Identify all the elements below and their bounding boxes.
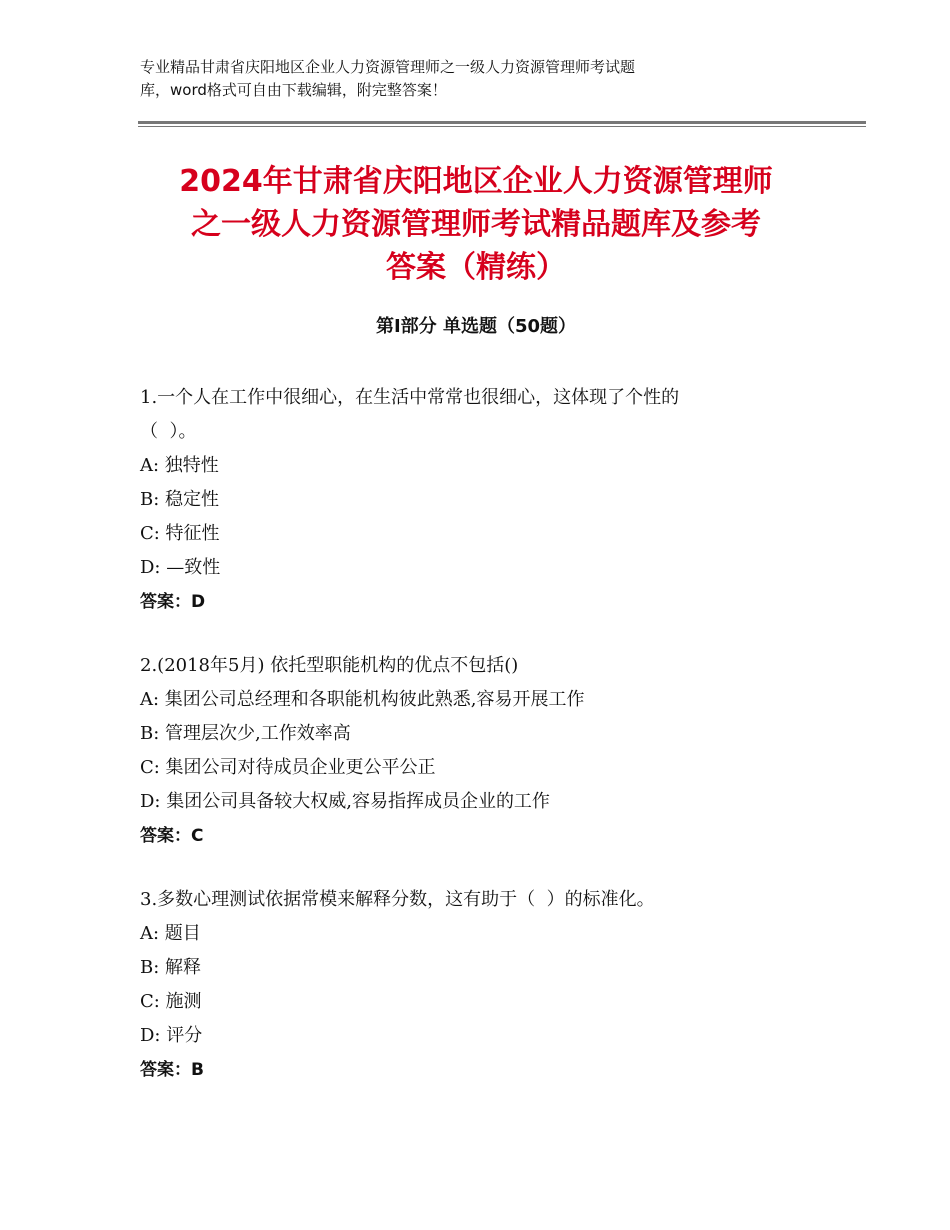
option-a: A: 集团公司总经理和各职能机构彼此熟悉,容易开展工作 — [140, 689, 585, 710]
header-note-line-2: 库，word格式可自由下载编辑，附完整答案！ — [140, 81, 447, 99]
question-stem: 2.(2018年5月) 依托型职能机构的优点不包括() — [140, 655, 519, 676]
option-c: C: 集团公司对待成员企业更公平公正 — [140, 757, 436, 778]
question-list — [140, 381, 830, 1117]
header-note — [140, 56, 820, 102]
question-stem: 3.多数心理测试依据常模来解释分数，这有助于（ ）的标准化。 — [140, 889, 655, 910]
option-b: B: 稳定性 — [140, 489, 220, 510]
question-3 — [140, 883, 830, 1087]
title-line-1: 2024年甘肃省庆阳地区企业人力资源管理师 — [179, 164, 773, 199]
option-a: A: 题目 — [140, 923, 201, 944]
title-line-3: 答案（精练） — [386, 250, 566, 285]
option-c: C: 特征性 — [140, 523, 220, 544]
question-1 — [140, 381, 830, 619]
question-2 — [140, 649, 830, 853]
header-note-line-1: 专业精品甘肃省庆阳地区企业人力资源管理师之一级人力资源管理师考试题 — [140, 58, 636, 76]
option-d: D: 集团公司具备较大权威,容易指挥成员企业的工作 — [140, 791, 550, 812]
document-title — [138, 160, 814, 289]
section-heading: 第Ⅰ部分 单选题（50题） — [375, 316, 576, 337]
answer: 答案：D — [140, 592, 206, 612]
question-stem: 1.一个人在工作中很细心，在生活中常常也很细心，这体现了个性的 — [140, 387, 680, 408]
answer: 答案：C — [140, 826, 204, 846]
option-c: C: 施测 — [140, 991, 202, 1012]
header-divider — [138, 121, 866, 127]
option-b: B: 解释 — [140, 957, 202, 978]
question-stem-continued: （ ）。 — [140, 421, 197, 442]
option-b: B: 管理层次少,工作效率高 — [140, 723, 351, 744]
option-d: D: 评分 — [140, 1025, 203, 1046]
option-d: D: —致性 — [140, 557, 221, 578]
title-line-2: 之一级人力资源管理师考试精品题库及参考 — [191, 207, 761, 242]
answer: 答案：B — [140, 1060, 204, 1080]
option-a: A: 独特性 — [140, 455, 219, 476]
